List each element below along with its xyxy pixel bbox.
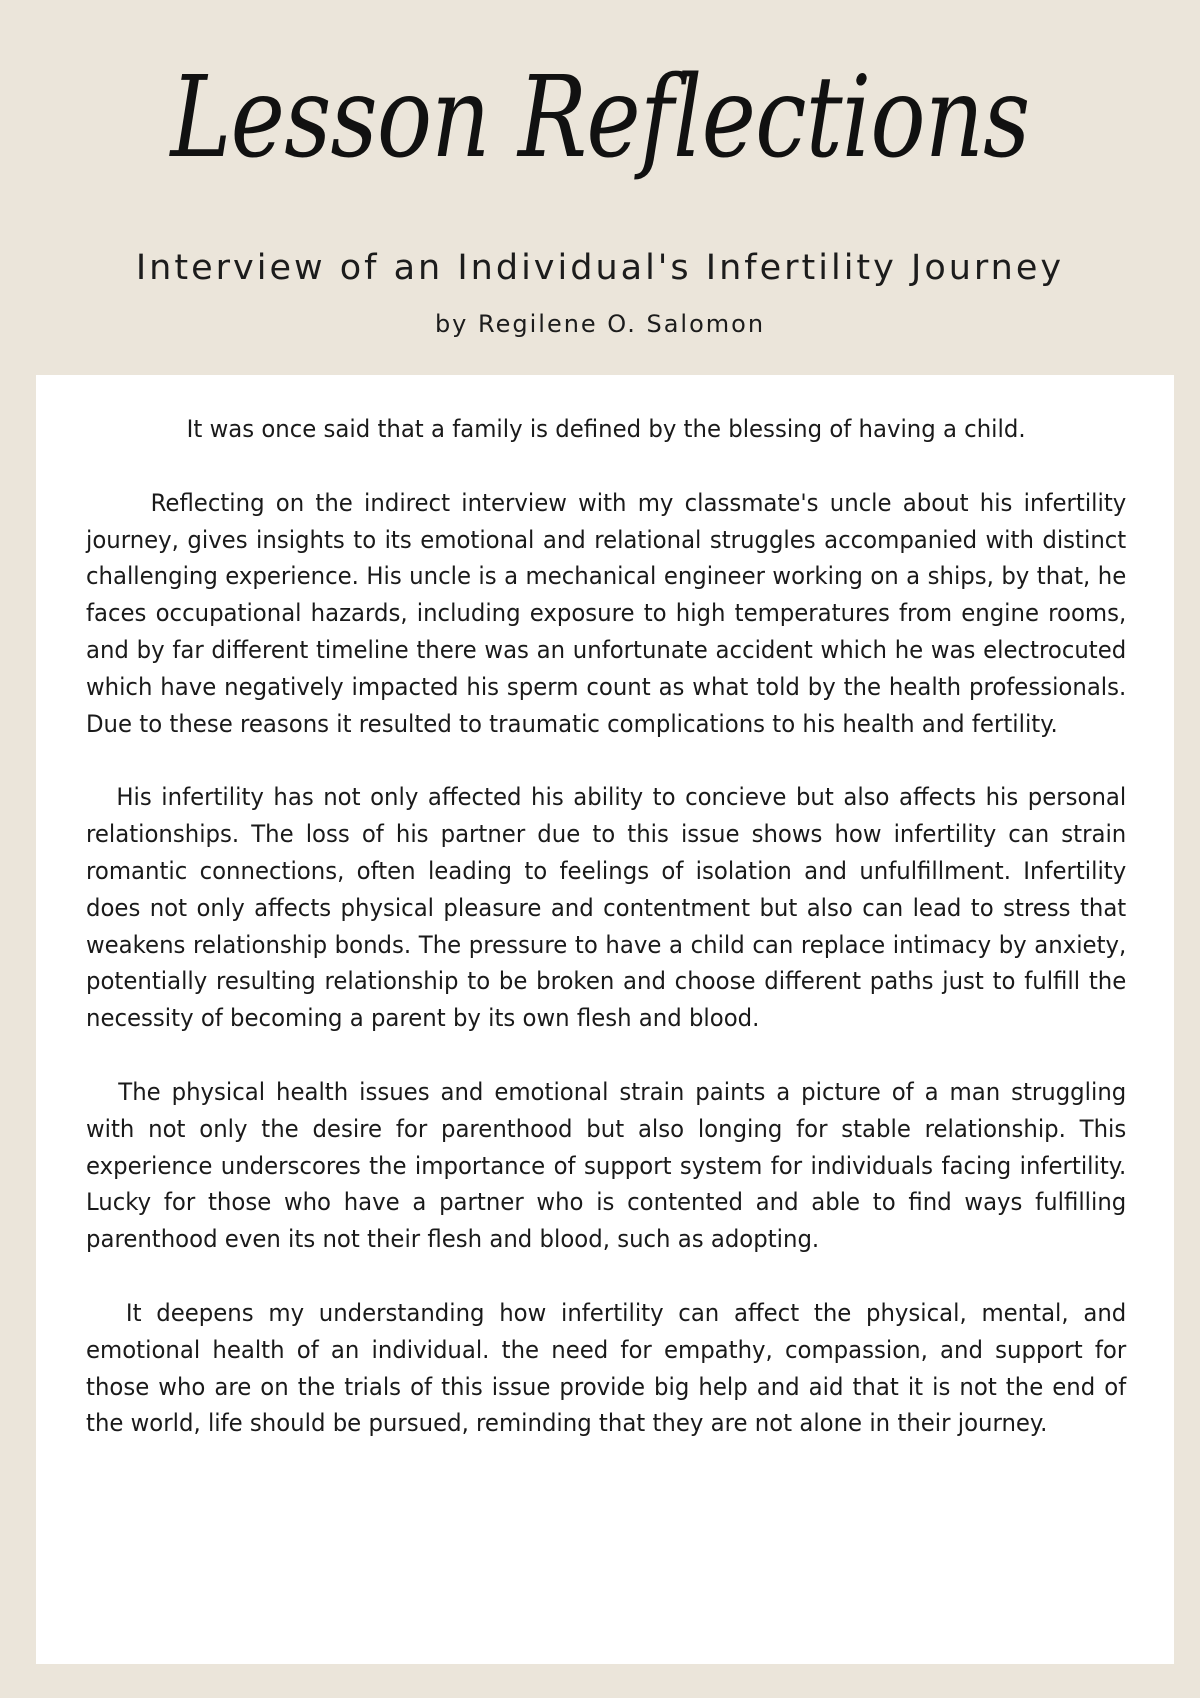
author-byline: by Regilene O. Salomon (434, 310, 766, 338)
page-header (0, 0, 1200, 375)
page-title: Lesson Reflections (170, 53, 1030, 183)
paragraph-support: The physical health issues and emotional strain paints a picture of a man struggling with not only the desire for parenthood but also longing for stable relationship. This experience underscores the importance of support system for individuals facing infertility. Lucky for those who have a partner who is contented and able to find ways fulfilling parenthood even its not their flesh and blood, such as adopting. (86, 1077, 1127, 1254)
content-card (36, 375, 1174, 1664)
page-subtitle: Interview of an Individual's Infertility Journey (135, 248, 1065, 288)
paragraph-relationships: His infertility has not only affected his ability to concieve but also affects his personal relationships. The loss of his partner due to this issue shows how infertility can strain romantic connections, often leading to feelings of isolation and unfulfillment. Infertility does not only affects physical pleasure and contentment but also can lead to stress that weakens relationship bonds. The pressure to have a child can replace intimacy by anxiety, potentially resulting relationship to be broken and choose different paths just to fulfill the necessity of becoming a parent by its own flesh and blood. (86, 783, 1127, 1033)
paragraph-conclusion: It deepens my understanding how infertility can affect the physical, mental, and emotional health of an individual. the need for empathy, compassion, and support for those who are on the trials of this issue provide big help and aid that it is not the end of the world, life should be pursued, reminding that they are not alone in their journey. (86, 1298, 1127, 1438)
paragraph-reflection: Reflecting on the indirect interview with my classmate's uncle about his infertility journey, gives insights to its emotional and relational struggles accompanied with distinct challenging experience. His uncle is a mechanical engineer working on a ships, by that, he faces occupational hazards, including exposure to high temperatures from engine rooms, and by far different timeline there was an unfortunate accident which he was electrocuted which have negatively impacted his sperm count as what told by the health professionals. Due to these reasons it resulted to traumatic complications to his health and fertility. (86, 488, 1127, 738)
paragraph-intro: It was once said that a family is defined by the blessing of having a child. (186, 415, 1026, 443)
body-text (86, 411, 1126, 1479)
